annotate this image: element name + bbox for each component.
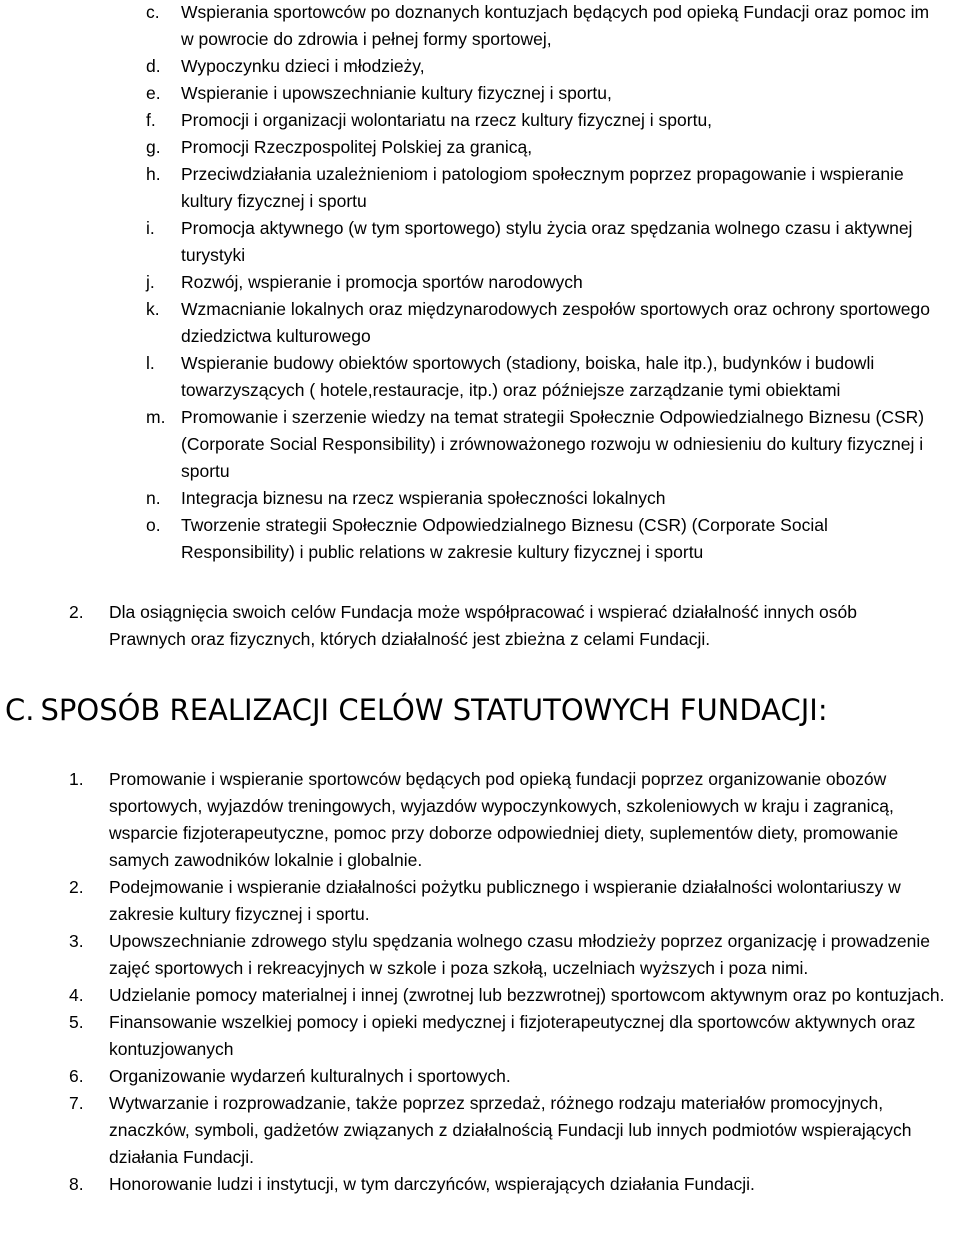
list-item-text: Dla osiągnięcia swoich celów Fundacja może współpracować i wspierać działalność innych osób Prawnych oraz fizycznych, których działalność jest zbieżna z celami Fundacji. <box>109 602 858 649</box>
list-item-text: Podejmowanie i wspieranie działalności pożytku publicznego i wspieranie działalności wolontariuszy w zakresie kultury fizycznej i sportu. <box>109 877 901 924</box>
list-item <box>0 53 960 80</box>
list-item <box>0 215 960 269</box>
list-marker: 12. n. <box>146 488 161 508</box>
list-marker: 10. l. <box>146 353 155 373</box>
list-item <box>0 161 960 215</box>
list-item <box>0 1009 960 1063</box>
list-item <box>0 599 960 653</box>
list-marker: 2. d. <box>146 56 161 76</box>
list-item <box>0 0 960 53</box>
list-marker: 8. 8. <box>69 1174 84 1194</box>
list-item-text: Integracja biznesu na rzecz wspierania społeczności lokalnych <box>181 488 666 508</box>
list-item-text: Wytwarzanie i rozprowadzanie, także poprzez sprzedaż, różnego rodzaju materiałów promocyjnych, znaczków, symboli, gadżetów związanych z działalnością Fundacji lub innych podmiotów wspierających działania Fundacji. <box>109 1093 912 1167</box>
list-marker: 8. j. <box>146 272 155 292</box>
list-item <box>0 404 960 485</box>
cooperation-list <box>0 599 960 653</box>
list-item-text: Wspierania sportowców po doznanych kontuzjach będących pod opieką Fundacji oraz pomoc im w powrocie do zdrowia i pełnej formy sportowej, <box>181 2 930 49</box>
list-item <box>0 269 960 296</box>
list-marker: 1. c. <box>146 2 160 22</box>
list-item-text: Promowanie i szerzenie wiedzy na temat strategii Społecznie Odpowiedzialnego Biznesu (CSR)(Corporate Social Responsibility) i zrównoważonego rozwoju w odniesieniu do kultury fizycznej i sportu <box>181 407 925 481</box>
list-item-text: Promocji i organizacji wolontariatu na rzecz kultury fizycznej i sportu, <box>181 110 713 130</box>
list-marker: 4. 4. <box>69 985 84 1005</box>
list-item-text: Promocji Rzeczpospolitej Polskiej za granicą, <box>181 137 533 157</box>
list-marker: 3. 3. <box>69 931 84 951</box>
list-item <box>0 350 960 404</box>
list-item-text: Promocja aktywnego (w tym sportowego) stylu życia oraz spędzania wolnego czasu i aktywnej turystyki <box>181 218 913 265</box>
list-marker: 13. o. <box>146 515 161 535</box>
list-marker: 1. 1. <box>69 769 84 789</box>
list-item-text: Promowanie i wspieranie sportowców będących pod opieką fundacji poprzez organizowanie obozów sportowych, wyjazdów treningowych, wyjazdów wypoczynkowych, szkoleniowych w kraju i zagranicą, wsparcie fizjoterapeutyczne, pomoc przy doborze odpowiedniej diety, suplementów diety, promowanie samych zawodników lokalnie i globalnie. <box>109 769 899 870</box>
list-item <box>0 982 960 1009</box>
list-marker: 7. i. <box>146 218 155 238</box>
list-item-text: Wspieranie i upowszechnianie kultury fizycznej i sportu, <box>181 83 612 103</box>
section-title: SPOSÓB REALIZACJI CELÓW STATUTOWYCH FUNDACJI: <box>40 693 828 727</box>
list-marker: 2. 2. <box>69 877 84 897</box>
lettered-goal-list <box>0 0 960 566</box>
list-item-text: Udzielanie pomocy materialnej i innej (zwrotnej lub bezzwrotnej) sportowcom aktywnym oraz po kontuzjach. <box>109 985 945 1005</box>
list-marker: 3. e. <box>146 83 161 103</box>
list-item <box>0 107 960 134</box>
list-item <box>0 1063 960 1090</box>
list-item-text: Wypoczynku dzieci i młodzieży, <box>181 56 425 76</box>
list-item <box>0 296 960 350</box>
list-item-text: Honorowanie ludzi i instytucji, w tym darczyńców, wspierających działania Fundacji. <box>109 1174 755 1194</box>
list-marker: 7. 7. <box>69 1093 84 1113</box>
section-heading <box>5 690 828 730</box>
list-item <box>0 874 960 928</box>
list-marker: 5. g. <box>146 137 161 157</box>
list-item-text: Tworzenie strategii Społecznie Odpowiedzialnego Biznesu (CSR) (Corporate Social Responsibility) i public relations w zakresie kultury fizycznej i sportu <box>181 515 828 562</box>
list-item <box>0 766 960 874</box>
list-item <box>0 485 960 512</box>
list-item-text: Upowszechnianie zdrowego stylu spędzania wolnego czasu młodzieży poprzez organizację i prowadzenie zajęć sportowych i rekreacyjnych w szkole i poza szkołą, uczelniach wyższych i poza nimi. <box>109 931 931 978</box>
list-marker: 9. k. <box>146 299 160 319</box>
list-marker: 6. 6. <box>69 1066 84 1086</box>
list-item <box>0 928 960 982</box>
list-item <box>0 80 960 107</box>
list-item-text: Wspieranie budowy obiektów sportowych (stadiony, boiska, hale itp.), budynków i budowli towarzyszących ( hotele,restauracje, itp.) oraz późniejsze zarządzanie tymi obiektami <box>181 353 875 400</box>
list-item-text: Rozwój, wspieranie i promocja sportów narodowych <box>181 272 583 292</box>
list-item <box>0 1171 960 1198</box>
list-item <box>0 512 960 566</box>
list-item-text: Przeciwdziałania uzależnieniom i patologiom społecznym poprzez propagowanie i wspieranie kultury fizycznej i sportu <box>181 164 904 211</box>
list-marker: 1. 2. <box>69 602 84 622</box>
list-marker: 6. h. <box>146 164 161 184</box>
list-item <box>0 1090 960 1171</box>
section-letter: C. <box>5 693 35 727</box>
list-marker: 4. f. <box>146 110 156 130</box>
realization-methods-list <box>0 766 960 1198</box>
list-item <box>0 134 960 161</box>
list-item-text: Wzmacnianie lokalnych oraz międzynarodowych zespołów sportowych oraz ochrony sportowego dziedzictwa kulturowego <box>181 299 930 346</box>
list-marker: 5. 5. <box>69 1012 84 1032</box>
list-marker: 11. m. <box>146 407 166 427</box>
list-item-text: Organizowanie wydarzeń kulturalnych i sportowych. <box>109 1066 511 1086</box>
list-item-text: Finansowanie wszelkiej pomocy i opieki medycznej i fizjoterapeutycznej dla sportowców aktywnych oraz kontuzjowanych <box>109 1012 916 1059</box>
